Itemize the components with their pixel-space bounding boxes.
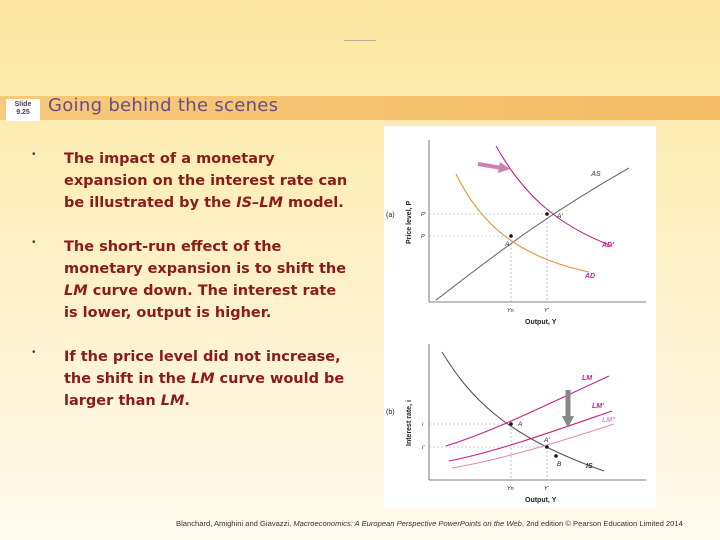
panel-a-point-a — [509, 234, 513, 238]
bullet-list — [30, 148, 350, 434]
panel-b-point-a-label: A — [518, 421, 523, 428]
bullet-text — [64, 346, 350, 412]
ad-curve-label: AD — [585, 273, 596, 280]
bullet-text-part: model. — [282, 195, 344, 211]
tick-i-prime: i' — [422, 445, 425, 451]
tick-p: P — [421, 234, 425, 240]
slide-number-badge — [6, 99, 40, 121]
slide-tag-number: 9.25 — [16, 109, 30, 116]
bullet-item — [30, 236, 350, 324]
figure-panel — [384, 126, 656, 508]
is-lm-as-ad-figure — [384, 126, 656, 508]
as-curve-label: AS — [591, 171, 601, 178]
bullet-text — [64, 236, 350, 324]
slide-title: Going behind the scenes — [48, 95, 279, 116]
bullet-text-part: The short-run effect of the monetary expansion is to shift the — [64, 239, 347, 277]
lm-double-prime-curve-label: LM" — [602, 417, 616, 424]
tick-yn: Yn — [507, 308, 514, 314]
footer-citation — [176, 519, 683, 528]
panel-b — [386, 344, 646, 504]
bullet-text — [64, 148, 350, 214]
panel-a-x-axis-label: Output, Y — [525, 319, 557, 326]
footer-edition: , 2nd edition © Pearson Education Limited 2014 — [521, 519, 683, 528]
bullet-text-part: curve down. The interest rate is lower, output is higher. — [64, 283, 337, 321]
tick-y-prime-bottom: Y' — [544, 486, 549, 492]
ad-curve — [456, 174, 589, 272]
panel-a-point-a-label: A — [505, 241, 510, 248]
panel-b-point-a-prime — [545, 445, 549, 449]
panel-a-point-a-prime — [545, 212, 549, 216]
bullet-text-part: curve would be larger than — [64, 371, 345, 409]
panel-b-point-b — [554, 454, 558, 458]
is-curve-label: IS — [586, 463, 593, 470]
bullet-emphasis: IS–LM — [236, 195, 283, 211]
panel-b-x-axis-label: Output, Y — [525, 497, 557, 504]
ad-prime-curve-label: AD' — [602, 242, 614, 249]
bullet-dot-icon: • — [32, 347, 36, 358]
footer-book-title: Macroeconomics: A European Perspective PowerPoints on the Web — [293, 519, 522, 528]
ad-prime-curve — [496, 146, 612, 246]
panel-b-point-a — [509, 422, 513, 426]
bullet-emphasis: LM — [160, 393, 185, 409]
lm-double-prime-curve — [452, 424, 614, 468]
bullet-emphasis: LM — [190, 371, 215, 387]
header-mark — [344, 40, 376, 41]
lm-prime-curve-label: LM' — [592, 403, 604, 410]
bullet-text-part: If the price level did not increase, the shift in the — [64, 349, 341, 387]
shift-right-arrow — [478, 164, 502, 168]
tick-p-prime: P' — [421, 212, 426, 218]
panel-b-point-b-label: B — [557, 461, 562, 468]
tick-i: i — [422, 422, 424, 428]
as-curve — [436, 168, 629, 300]
panel-b-y-axis-label: Interest rate, i — [406, 400, 413, 446]
slide-tag-label: Slide — [14, 101, 32, 108]
bullet-dot-icon: • — [32, 149, 36, 160]
shift-down-arrow-head — [562, 416, 574, 428]
bullet-text-part: The impact of a monetary expansion on the interest rate can be illustrated by the — [64, 151, 348, 211]
panel-a-label: (a) — [386, 212, 395, 219]
is-curve — [442, 352, 604, 471]
bullet-emphasis: LM — [64, 283, 88, 299]
panel-a — [386, 140, 646, 326]
bullet-dot-icon: • — [32, 237, 36, 248]
bullet-item — [30, 148, 350, 214]
shift-right-arrow-head — [498, 162, 510, 173]
lm-curve-label: LM — [582, 375, 593, 382]
panel-a-y-axis-label: Price level, P — [406, 200, 413, 244]
panel-b-point-a-prime-label: A' — [544, 437, 550, 444]
tick-yn-bottom: Yn — [507, 486, 514, 492]
footer-authors: Blanchard, Amighini and Giavazzi, — [176, 519, 294, 528]
lm-curve — [446, 376, 609, 446]
bullet-item — [30, 346, 350, 412]
bullet-text-part: . — [184, 393, 190, 409]
tick-y-prime: Y' — [544, 308, 549, 314]
panel-b-label: (b) — [386, 409, 395, 416]
panel-a-point-a-prime-label: A' — [557, 213, 563, 220]
